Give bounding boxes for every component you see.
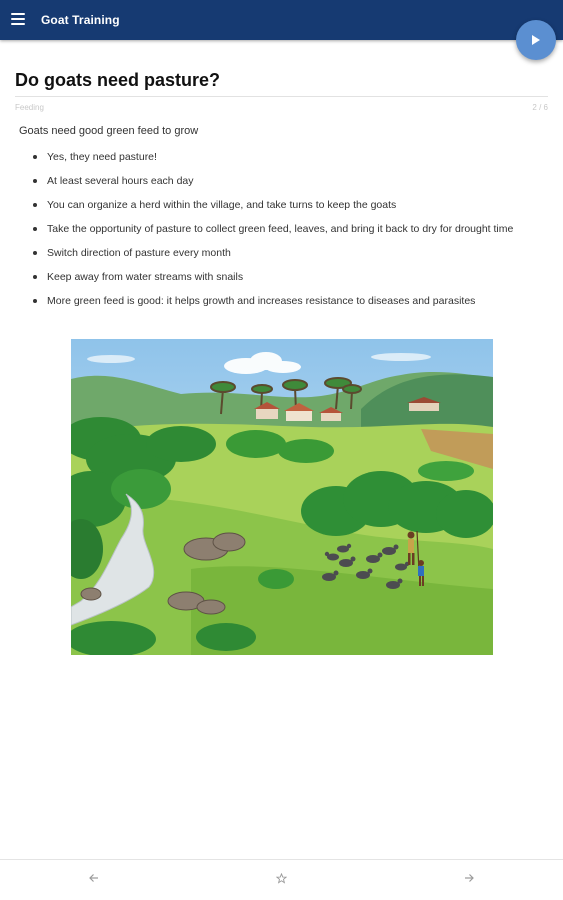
arrow-right-icon xyxy=(464,873,474,883)
list-item: Take the opportunity of pasture to collect green feed, leaves, and bring it back to dry for drought time xyxy=(25,223,540,235)
play-button[interactable] xyxy=(516,20,556,60)
title-divider xyxy=(15,96,548,97)
previous-button[interactable] xyxy=(82,873,106,889)
next-button[interactable] xyxy=(457,873,481,889)
intro-text: Goats need good green feed to grow xyxy=(19,125,199,137)
page-indicator: 2 / 6 xyxy=(532,103,548,112)
list-item: More green feed is good: it helps growth and increases resistance to diseases and parasites xyxy=(25,295,540,307)
app-bar xyxy=(0,0,563,40)
list-item: You can organize a herd within the village, and take turns to keep the goats xyxy=(25,199,540,211)
play-icon xyxy=(532,35,540,45)
bullet-list xyxy=(25,151,540,319)
list-item: Yes, they need pasture! xyxy=(25,151,540,163)
category-label: Feeding xyxy=(15,103,44,112)
list-item: Switch direction of pasture every month xyxy=(25,247,540,259)
list-item: At least several hours each day xyxy=(25,175,540,187)
star-outline-icon xyxy=(276,873,287,884)
bottom-divider xyxy=(0,859,563,860)
arrow-left-icon xyxy=(89,873,99,883)
menu-icon[interactable] xyxy=(11,13,25,25)
page-title: Do goats need pasture? xyxy=(15,70,221,90)
favorite-button[interactable] xyxy=(269,873,293,889)
list-item: Keep away from water streams with snails xyxy=(25,271,540,283)
app-title: Goat Training xyxy=(41,13,120,27)
pasture-illustration xyxy=(71,339,493,655)
